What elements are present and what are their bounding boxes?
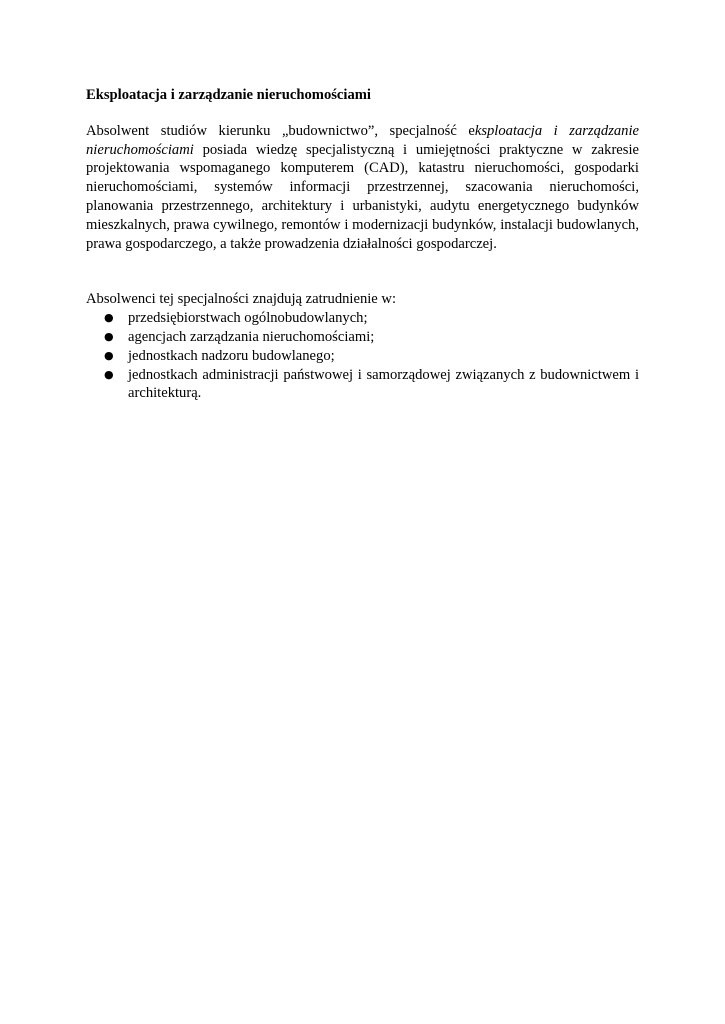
list-item <box>86 347 639 366</box>
description-text-start: Absolwent studiów kierunku „budownictwo”, specjalność e <box>86 122 475 139</box>
list-item-text: jednostkach nadzoru budowlanego; <box>128 347 335 364</box>
bullet-icon: ● <box>104 348 114 362</box>
list-item-text: jednostkach administracji państwowej i samorządowej związanych z budownictwem i architekturą. <box>128 366 639 402</box>
specialization-name-italic: ksploatacja i zarządzanie nieruchomościami <box>86 122 639 158</box>
list-item-text: przedsiębiorstwach ogólnobudowlanych; <box>128 310 368 327</box>
document-title: Eksploatacja i zarządzanie nieruchomościami <box>86 87 371 103</box>
description-text-end: posiada wiedzę specjalistyczną i umiejętności praktyczne w zakresie projektowania wspomaganego komputerem (CAD), katastru nieruchomości, gospodarki nieruchomościami, systemów informacji przestrzennej, szacowania nieruchomości, planowania przestrzennego, architektury i urbanistyki, audytu energetycznego budynków mieszkalnych, prawa cywilnego, remontów i modernizacji budynków, instalacji budowlanych, prawa gospodarczego, a także prowadzenia działalności gospodarczej. <box>86 141 639 252</box>
employment-list <box>86 309 639 403</box>
bullet-icon: ● <box>104 329 114 343</box>
list-item <box>86 366 639 404</box>
list-item <box>86 328 639 347</box>
bullet-icon: ● <box>104 311 114 325</box>
document-page <box>86 86 639 403</box>
list-item-text: agencjach zarządzania nieruchomościami; <box>128 328 375 345</box>
employment-intro: Absolwenci tej specjalności znajdują zatrudnienie w: <box>86 291 397 308</box>
list-item <box>86 309 639 328</box>
specialization-description <box>86 122 639 254</box>
bullet-icon: ● <box>104 367 114 381</box>
